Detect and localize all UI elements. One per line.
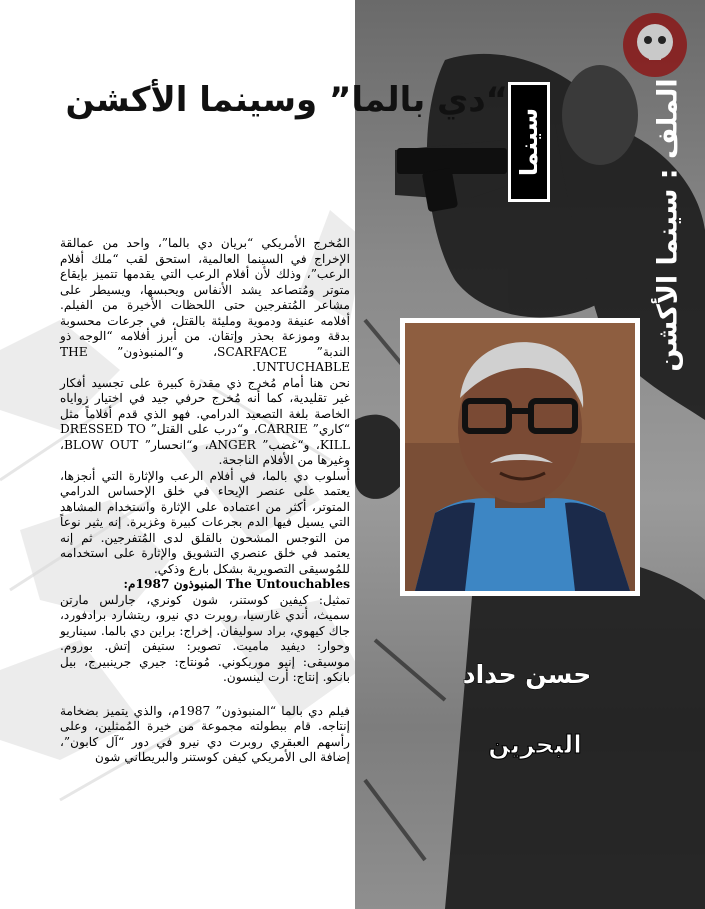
article-title: “دي بالما” وسينما الأكشن bbox=[65, 80, 508, 120]
article-paragraph: المُخرج الأمريكي “بريان دي بالما”، واحد من عمالقة الإخراج في السينما العالمية، استحق لقب “ملك أفلام الرعب”، وذلك لأن أفلام الرعب التي يقدمها تتميز بإيقاع متوتر ومُتصاعد يشد الأنفاس ويحبسها، ويسيطر على مشاعر المُتفرجين حتى اللحظات الأخيرة من الفيلم. أفلامه عنيفة ودموية ومليئة بالقتل، في جرعات محسوبة بدقة وموزعة بحذر وإتقان. من أبرز أفلامه “الوجه ذو الندبة” SCARFACE، و“المنبوذون” THE UNTUCHABLE. bbox=[60, 236, 350, 374]
article-paragraph: أسلوب دي بالما، في أفلام الرعب والإثارة التي أنجزها، يعتمد على عنصر الإيحاء في خلق الإحساس الدرامي المتوتر، أكثر من اعتماده على الإثارة واستخدام المشاهد التي يسيل فيها الدم بجرعات كبيرة وغزيرة. إنه يثير نوعاً من التوجس المشحون بالقلق لدى المُتفرجين. ثم إنه يعتمد في خلق عنصري التشويق والإثارة على استخدامه للمُوسيقى التصويرية بشكل بارع وذكي. bbox=[60, 468, 350, 576]
author-portrait bbox=[400, 318, 640, 596]
film-credits: تمثيل: كيفين كوستنر، شون كونري، جارلس مارتن سميث، أندي غارسيا، روبرت دي نيرو، ريتشارد برادفورد، جاك كيهوي، براد سوليفان. إخراج: براين دي بالما. سيناريو وحوار: ديفيد ماميت. تصوير: ستيفن إتش. بوروم. موسيقى: إنيو موريكوني. مُونتاج: جيري جرينبيرج، بيل بانكو. إنتاج: أرت لينسون. bbox=[60, 592, 350, 684]
article-body bbox=[60, 236, 350, 766]
film-heading: The Untouchables المنبوذون 1987م: bbox=[123, 577, 350, 591]
article-paragraph: نحن هنا أمام مُخرج ذي مقدرة كبيرة على تجسيد أفكار غير تقليدية، كما أنه مُخرج حرفي جيد في اختيار زواياه الخاصة بلغة التصعيد الدرامي. فهو الذي قدم أفلاماً مثل “كاري” CARRIE، و“درب على القتل” DRESSED TO KILL، و“غضب” ANGER، و“انحسار” BLOW OUT، وغيرها من الأفلام الناجحة. bbox=[60, 375, 351, 467]
author-photo bbox=[405, 323, 635, 591]
dossier-header bbox=[640, 60, 695, 390]
section-badge-label: سينما bbox=[515, 107, 543, 177]
author-country: البحرين bbox=[488, 730, 582, 759]
dossier-header-label: الملف : سينما الأكشن bbox=[652, 78, 683, 372]
section-badge bbox=[508, 82, 550, 202]
author-name: حسن حداد bbox=[462, 660, 592, 689]
article-paragraph: فيلم دي بالما “المنبوذون” 1987م، والذي يتميز بضخامة إنتاجه. قام ببطولته مجموعة من خيرة المُمثلين، وعلى رأسهم العبقري روبرت دي نيرو في دور “آل كابون”، إضافة الى الأمريكي كيفن كوستنر والبريطاني شون bbox=[60, 703, 350, 764]
